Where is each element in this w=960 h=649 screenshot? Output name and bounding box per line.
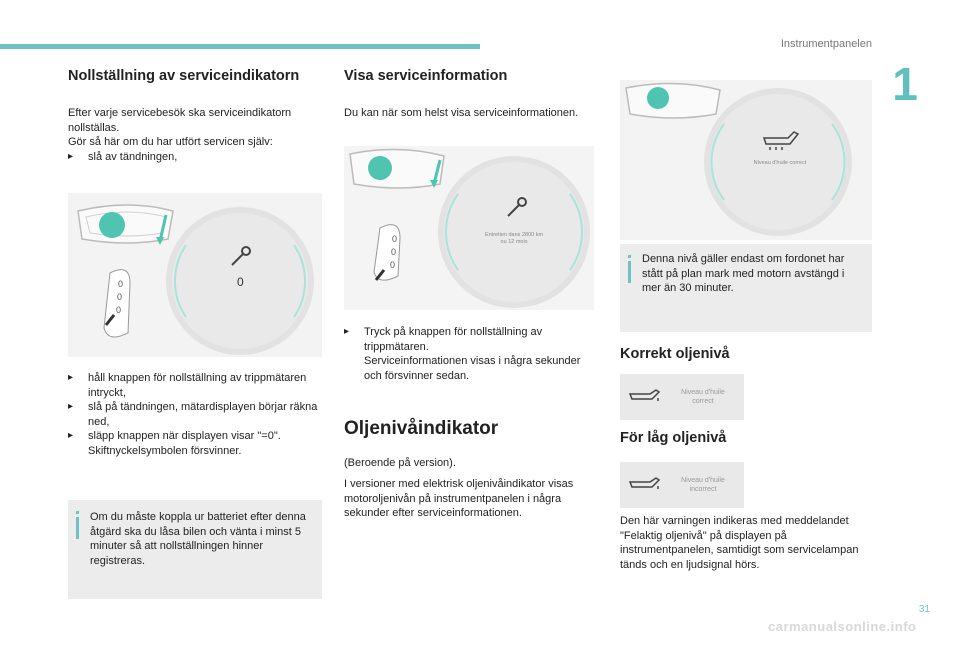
battery-note [68, 500, 322, 599]
odometer-digit: 0 [118, 279, 124, 289]
bullet-arrow-icon: ▸ [68, 430, 74, 441]
oil-can-icon [628, 476, 662, 494]
show-service-title: Visa serviceinformation [344, 68, 508, 84]
bullet-arrow-icon: ▸ [344, 326, 350, 337]
dashboard-gauge-graphic [68, 193, 322, 357]
show-service-step [344, 325, 594, 383]
bullet-text: slå av tändningen, [88, 150, 178, 163]
trip-reset-button-icon [99, 212, 125, 238]
chapter-number: 1 [892, 58, 918, 110]
odometer-digit: 0 [116, 305, 122, 315]
oil-version-note: (Beroende på version). [344, 457, 456, 469]
reset-illustration [68, 193, 322, 357]
bullet-text: slå på tändningen, mätardisplayen börjar räkna ned, [88, 401, 318, 428]
section-name: Instrumentpanelen [780, 38, 872, 50]
bullet-text: håll knappen för nollställning av trippmätaren intryckt, [88, 372, 307, 399]
page-number: 31 [918, 604, 930, 615]
info-icon [76, 511, 79, 514]
gauge-display-value: 0 [237, 275, 244, 289]
reset-intro-line1: Efter varje servicebesök ska serviceindikatorn nollställas. [68, 107, 292, 134]
battery-note-text: Om du måste koppla ur batteriet efter denna åtgärd ska du låsa bilen och vänta i minst 5 minuter så att nollställningen hinner registreras. [90, 511, 306, 567]
odometer-digit: 0 [117, 292, 123, 302]
info-icon [628, 255, 631, 258]
bullet-subtext: Serviceinformationen visas i några sekunder och försvinner sedan. [364, 355, 581, 382]
gauge-display-line1: Entretien dans 2800 km [484, 232, 544, 238]
info-icon-bar [628, 261, 631, 283]
bullet-item [68, 429, 330, 458]
oil-can-icon [628, 388, 662, 406]
bullet-item [68, 371, 330, 400]
header-accent-bar [0, 44, 480, 49]
correct-oil-level-title: Korrekt oljenivå [620, 346, 730, 362]
odometer-digit: 0 [390, 260, 396, 270]
odometer-digit: 0 [391, 247, 397, 257]
bullet-item [68, 150, 330, 165]
oil-level-note-text: Denna nivå gäller endast om fordonet har stått på plan mark med motorn avstängd i mer än 30 minuter. [642, 253, 845, 294]
correct-oil-display [620, 374, 744, 420]
reset-intro [68, 106, 330, 164]
reset-intro-line2: Gör så här om du har utfört servicen själv: [68, 136, 273, 148]
low-oil-level-title: För låg oljenivå [620, 430, 727, 446]
trip-reset-button-icon [368, 156, 392, 180]
bullet-text: släpp knappen när displayen visar "=0". Skiftnyckelsymbolen försvinner. [88, 430, 281, 457]
bullet-item [344, 325, 594, 383]
trip-reset-button-icon [647, 87, 669, 109]
bullet-item [68, 400, 330, 429]
bullet-arrow-icon: ▸ [68, 401, 74, 412]
service-info-illustration [344, 146, 594, 310]
low-oil-description: Den här varningen indikeras med meddelandet "Felaktig oljenivå" på displayen på instrumentpanelen, samtidigt som servicelampan tänds och en ljudsignal hörs. [620, 515, 859, 571]
gauge-display-line2: ou 12 mois [500, 239, 528, 245]
low-oil-display [620, 462, 744, 508]
bullet-text: Tryck på knappen för nollställning av trippmätaren. [364, 326, 543, 353]
odometer-digit: 0 [392, 234, 398, 244]
dashboard-gauge-graphic [344, 146, 594, 310]
gauge-display-label: Niveau d'huile correct [753, 160, 807, 166]
bullet-arrow-icon: ▸ [68, 150, 74, 162]
reset-indicator-title: Nollställning av serviceindikatorn [68, 68, 300, 84]
low-oil-label: Niveau d'huile incorrect [681, 477, 725, 493]
reset-steps [68, 371, 330, 458]
show-service-intro: Du kan när som helst visa serviceinformationen. [344, 107, 579, 119]
oil-level-description: I versioner med elektrisk oljenivåindikator visas motoroljenivån på instrumentpanelen i några sekunder efter serviceinformationen. [344, 478, 574, 519]
watermark: carmanualsonline.info [768, 619, 917, 634]
bullet-arrow-icon: ▸ [68, 372, 74, 383]
info-icon-bar [76, 517, 79, 539]
oil-level-indicator-title: Oljenivåindikator [344, 418, 499, 439]
oil-level-illustration [620, 80, 872, 240]
correct-oil-label: Niveau d'huile correct [681, 389, 725, 405]
oil-level-note [620, 244, 872, 332]
